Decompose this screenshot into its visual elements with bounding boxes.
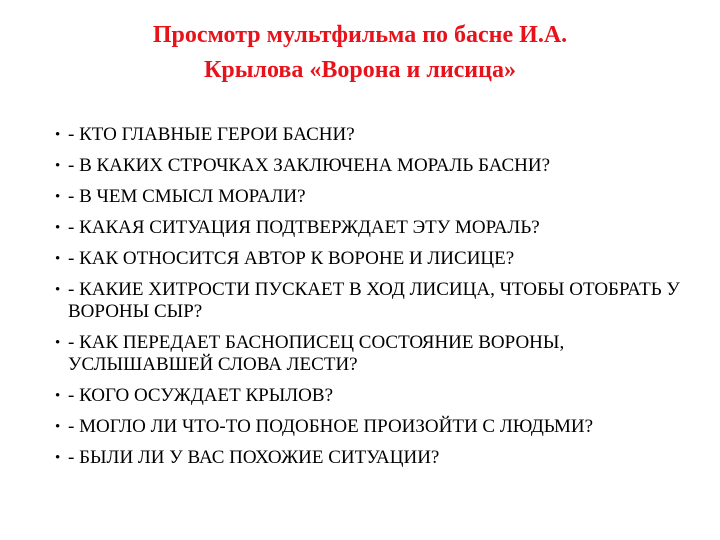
title-line-2: Крылова «Ворона и лисица» xyxy=(204,57,516,83)
list-item xyxy=(55,416,695,438)
question-text: - КАКАЯ СИТУАЦИЯ ПОДТВЕРЖДАЕТ ЭТУ МОРАЛЬ? xyxy=(68,217,540,238)
question-text: - БЫЛИ ЛИ У ВАС ПОХОЖИЕ СИТУАЦИИ? xyxy=(68,447,440,468)
question-text: - МОГЛО ЛИ ЧТО-ТО ПОДОБНОЕ ПРОИЗОЙТИ С ЛЮДЬМИ? xyxy=(68,416,593,437)
bullet-icon: • xyxy=(55,158,61,174)
bullet-icon: • xyxy=(55,335,61,351)
slide-title xyxy=(0,18,720,88)
question-text: - КАКИЕ ХИТРОСТИ ПУСКАЕТ В ХОД ЛИСИЦА, ЧТОБЫ ОТОБРАТЬ У ВОРОНЫ СЫР? xyxy=(68,279,680,322)
list-item xyxy=(55,155,695,177)
list-item xyxy=(55,186,695,208)
question-text: - КАК ПЕРЕДАЕТ БАСНОПИСЕЦ СОСТОЯНИЕ ВОРОНЫ, УСЛЫШАВШЕЙ СЛОВА ЛЕСТИ? xyxy=(68,332,565,375)
list-item xyxy=(55,332,695,376)
question-text: - КАК ОТНОСИТСЯ АВТОР К ВОРОНЕ И ЛИСИЦЕ? xyxy=(68,248,515,269)
list-item xyxy=(55,217,695,239)
question-list xyxy=(55,124,695,478)
question-text: - КОГО ОСУЖДАЕТ КРЫЛОВ? xyxy=(68,385,333,406)
bullet-icon: • xyxy=(55,251,61,267)
list-item xyxy=(55,248,695,270)
bullet-icon: • xyxy=(55,419,61,435)
title-line-1: Просмотр мультфильма по басне И.А. xyxy=(152,22,568,48)
list-item xyxy=(55,385,695,407)
bullet-icon: • xyxy=(55,450,61,466)
list-item xyxy=(55,124,695,146)
question-text: - В КАКИХ СТРОЧКАХ ЗАКЛЮЧЕНА МОРАЛЬ БАСНИ? xyxy=(68,155,551,176)
bullet-icon: • xyxy=(55,220,61,236)
bullet-icon: • xyxy=(55,388,61,404)
bullet-icon: • xyxy=(55,282,61,298)
bullet-icon: • xyxy=(55,127,61,143)
bullet-icon: • xyxy=(55,189,61,205)
question-text: - В ЧЕМ СМЫСЛ МОРАЛИ? xyxy=(68,186,306,207)
question-text: - КТО ГЛАВНЫЕ ГЕРОИ БАСНИ? xyxy=(68,124,355,145)
list-item xyxy=(55,279,695,323)
list-item xyxy=(55,447,695,469)
